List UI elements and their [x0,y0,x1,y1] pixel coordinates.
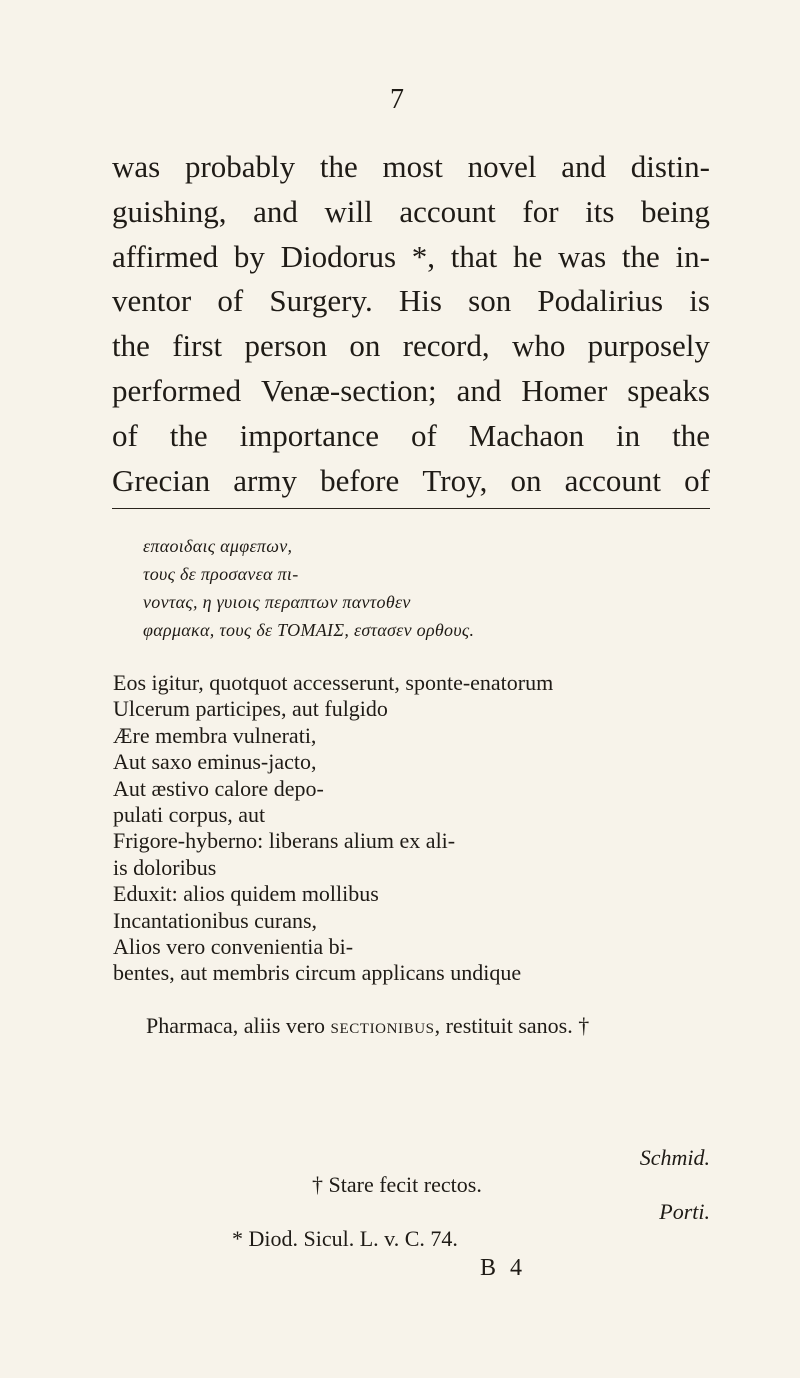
body-word: the [112,328,150,364]
body-word: in [616,417,641,453]
body-word: on [349,328,381,364]
body-word: who [511,328,566,364]
body-word: performed [112,372,242,408]
body-word: the [621,238,660,274]
body-word: in- [675,238,710,274]
body-word: Surgery. [269,283,373,319]
schmid-attribution: Schmid. [639,1145,710,1170]
body-word: Machaon [468,417,585,453]
page-number: 7 [390,84,404,115]
latin-text: Pharmaca, aliis vero [146,1013,331,1039]
latin-line: bentes, aut membris circum applicans undique [113,960,522,986]
latin-line: Alios vero convenientia bi- [113,933,354,959]
body-word: for [522,193,559,229]
body-word: the [672,417,710,453]
body-word: was [112,149,161,184]
latin-line: Incantationibus curans, [113,907,318,933]
body-word: Troy, [422,462,488,498]
body-word: probably [184,149,296,184]
body-word: of [410,417,437,453]
body-word: account [399,193,496,229]
main-paragraph [112,145,710,503]
body-word: of [684,462,710,498]
body-word: and [253,193,298,229]
body-word: purposely [587,328,710,364]
latin-line: Frigore-hyberno: liberans alium ex ali- [113,828,456,854]
body-line-6 [112,369,710,414]
body-word: most [382,149,443,184]
body-word: Podalirius [537,283,664,319]
body-line-5 [112,324,710,369]
body-line-2 [112,190,710,235]
latin-text: , restituit sanos. † [434,1013,590,1039]
latin-line: Ære membra vulnerati, [113,722,317,748]
latin-line: Ulcerum participes, aut fulgido [113,696,388,722]
body-word: son [468,283,512,319]
footnote-divider [112,508,710,509]
body-word: army [233,462,297,498]
latin-line: Eduxit: alios quidem mollibus [113,881,379,907]
body-word: of [112,417,138,453]
body-word: novel [467,149,537,184]
signature-mark: B 4 [480,1255,527,1281]
body-word: will [324,193,373,229]
body-word: he [512,238,543,274]
greek-quotation [143,532,743,644]
greek-line: επαοιδαις αμφεπων, [143,536,293,556]
latin-line: Aut saxo eminus-jacto, [113,749,317,775]
body-word: account [564,462,661,498]
body-word: affirmed [112,238,219,274]
greek-line: φαρμακα, τους δε ΤΟΜΑΙΣ, εστασεν ορθους. [143,620,475,640]
latin-line-last [113,987,733,1039]
body-word: Diodorus [280,238,397,274]
body-line-7 [112,414,710,459]
diodorus-footnote: * Diod. Sicul. L. v. C. 74. [232,1226,458,1251]
body-word: that [450,238,498,274]
porti-attribution: Porti. [659,1199,710,1224]
body-word: was [557,238,607,274]
body-line-4 [112,279,710,324]
body-word: of [217,283,244,319]
porti-note: † Stare fecit rectos. [312,1172,482,1197]
body-word: and [561,149,606,184]
body-word: Venæ-section; [261,372,437,408]
body-word: on [510,462,542,498]
body-word: Homer [521,372,608,408]
body-word: ventor [112,283,192,319]
latin-translation [113,670,733,1039]
body-word: distin- [630,149,710,184]
body-word: the [319,149,358,184]
body-word: speaks [627,372,710,408]
body-line-3 [112,235,710,280]
latin-line: Aut æstivo calore depo- [113,775,324,801]
sectionibus-smallcaps: sectionibus [330,1013,435,1039]
body-word: first [172,328,223,364]
body-word: Grecian [112,462,211,498]
body-line-8 [112,459,710,504]
latin-line: is doloribus [113,854,217,880]
body-word: by [233,238,265,274]
body-word: importance [239,417,380,453]
body-word: and [456,372,502,408]
body-word: guishing, [112,193,227,229]
latin-line: pulati corpus, aut [113,801,266,827]
body-word: person [244,328,328,364]
body-word: its [585,193,615,229]
body-word: before [320,462,400,498]
body-word: the [169,417,208,453]
latin-line: Eos igitur, quotquot accesserunt, sponte-enatorum [113,670,554,695]
body-word: His [398,283,442,319]
body-word: is [689,283,710,319]
body-word: being [641,193,710,229]
body-word: record, [402,328,490,364]
greek-line: νοντας, η γυιοις περαπτων παντοθεν [143,592,411,612]
body-word: *, [411,238,435,274]
greek-line: τους δε προσανεα πι- [143,564,299,584]
body-line-1 [112,145,710,190]
